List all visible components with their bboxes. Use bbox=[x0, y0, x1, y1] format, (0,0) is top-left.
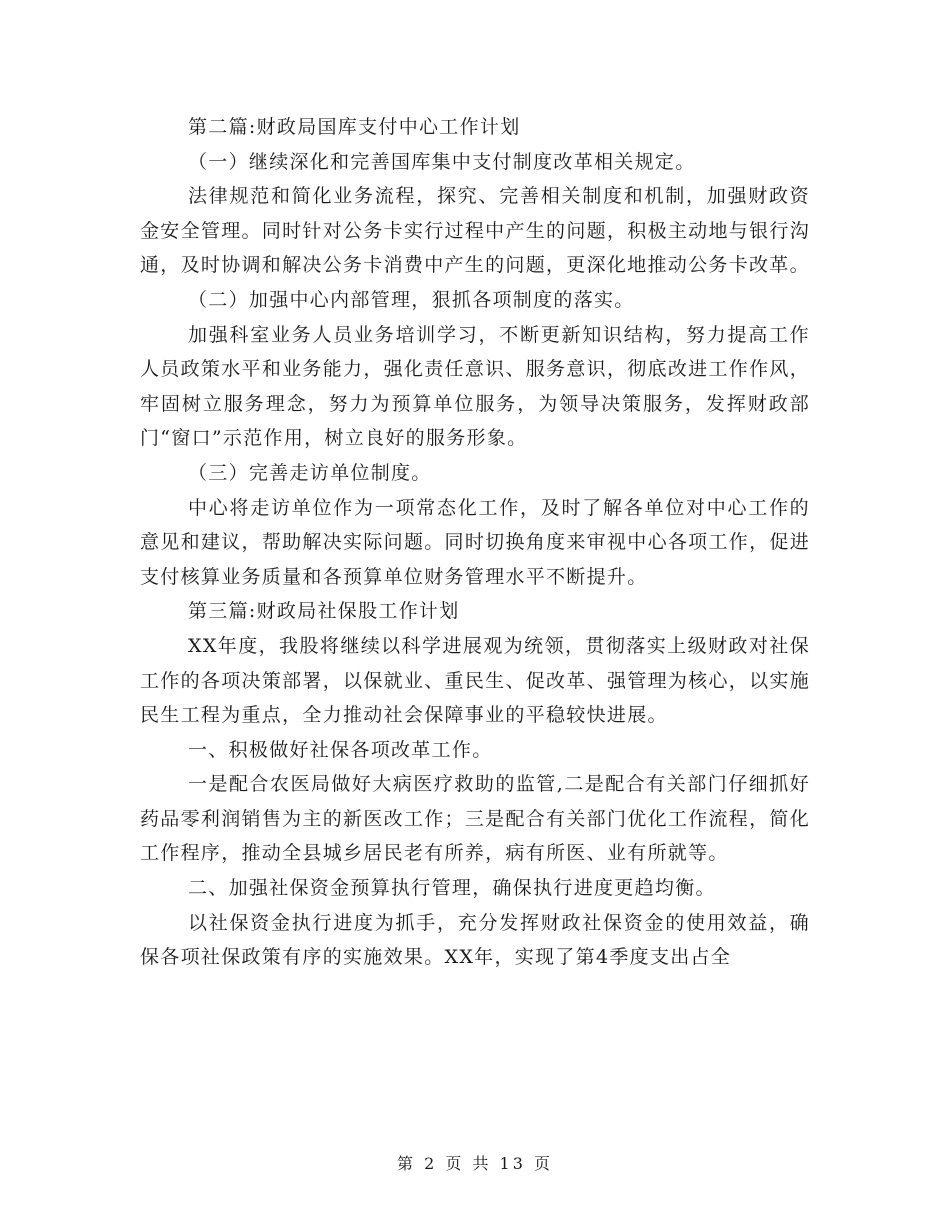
paragraph: 法律规范和简化业务流程，探究、完善相关制度和机制，加强财政资金安全管理。同时针对公务卡实行过程中产生的问题，积极主动地与银行沟通，及时协调和解决公务卡消费中产生的问题，更深化地推动公务卡改革。 bbox=[140, 185, 810, 277]
subsection-heading-2: （二）加强中心内部管理，狠抓各项制度的落实。 bbox=[188, 288, 635, 311]
subsection-heading-1: （一）继续深化和完善国库集中支付制度改革相关规定。 bbox=[188, 150, 696, 173]
paragraph: 加强科室业务人员业务培训学习，不断更新知识结构，努力提高工作人员政策水平和业务能力，强化责任意识、服务意识，彻底改进工作作风，牢固树立服务理念，努力为预算单位服务，为领导决策服务，发挥财政部门“窗口”示范作用，树立良好的服务形象。 bbox=[140, 323, 810, 450]
paragraph: 中心将走访单位作为一项常态化工作，及时了解各单位对中心工作的意见和建议，帮助解决实际问题。同时切换角度来审视中心各项工作，促进支付核算业务质量和各预算单位财务管理水平不断提升。 bbox=[140, 496, 810, 588]
paragraph: 一是配合农医局做好大病医疗救助的监管,二是配合有关部门仔细抓好药品零利润销售为主的新医改工作；三是配合有关部门优化工作流程，简化工作程序，推动全县城乡居民老有所养，病有所医、业有所就等。 bbox=[140, 773, 810, 865]
section-title-2: 第二篇:财政局国库支付中心工作计划 bbox=[188, 116, 521, 138]
section-title-3: 第三篇:财政局社保股工作计划 bbox=[188, 600, 460, 623]
subsection-heading-3: （三）完善走访单位制度。 bbox=[188, 461, 432, 484]
paragraph: 以社保资金执行进度为抓手，充分发挥财政社保资金的使用效益，确保各项社保政策有序的实施效果。XX年，实现了第4季度支出占全 bbox=[140, 911, 810, 969]
subsection-heading-b: 二、加强社保资金预算执行管理，确保执行进度更趋均衡。 bbox=[188, 877, 716, 900]
document-body bbox=[140, 110, 810, 975]
page-number-footer: 第 2 页 共 13 页 bbox=[397, 1154, 553, 1173]
subsection-heading-a: 一、积极做好社保各项改革工作。 bbox=[188, 738, 493, 761]
paragraph: XX年度，我股将继续以科学进展观为统领，贯彻落实上级财政对社保工作的各项决策部署，以保就业、重民生、促改革、强管理为核心，以实施民生工程为重点，全力推动社会保障事业的平稳较快进展。 bbox=[140, 634, 810, 727]
